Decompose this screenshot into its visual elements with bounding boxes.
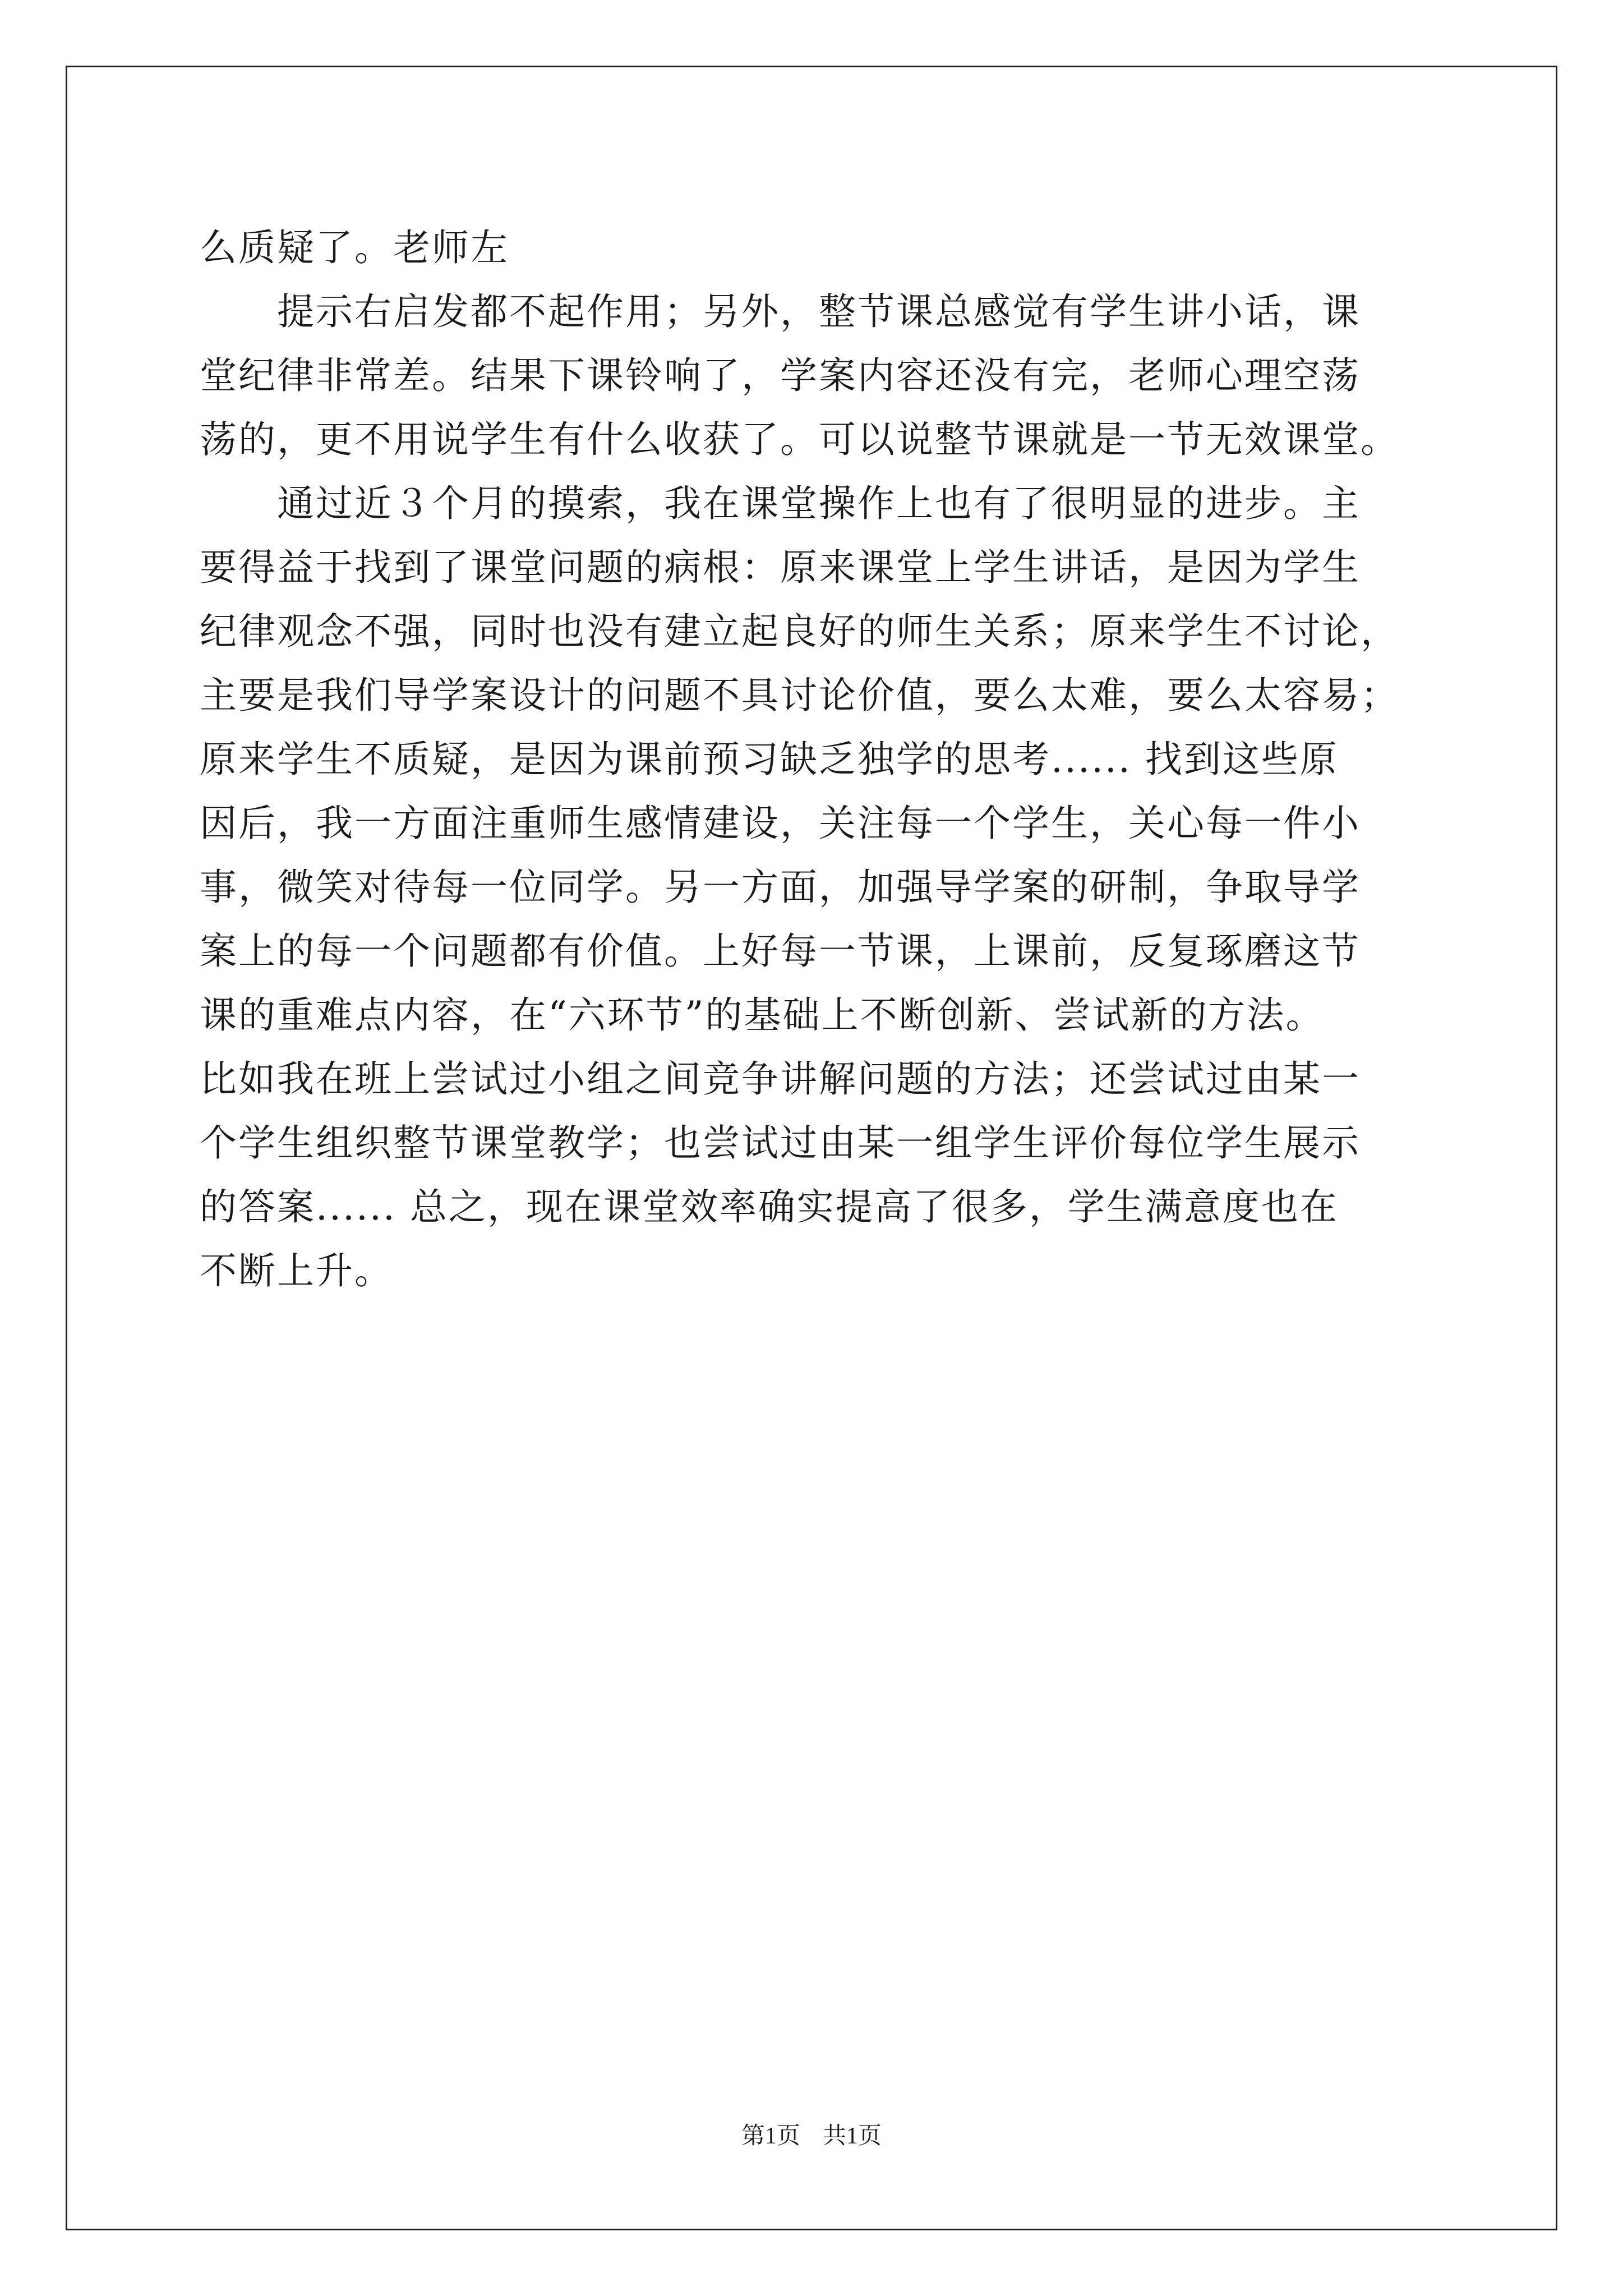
text-line: 的答案...... 总之，现在课堂效率确实提高了很多，学生满意度也在 <box>200 1185 1339 1228</box>
text-line: 么质疑了。老师左 <box>200 226 509 269</box>
text-line: 课的重难点内容，在“六环节”的基础上不断创新、尝试新的方法。 <box>200 993 1325 1037</box>
paragraph-first-line: 通过近３个月的摸索，我在课堂操作上也有了很明显的进步。主 <box>277 482 1361 525</box>
page-footer <box>0 2122 1623 2150</box>
text-line: 原来学生不质疑，是因为课前预习缺乏独学的思考...... 找到这些原 <box>200 738 1339 781</box>
text-line: 荡的，更不用说学生有什么收获了。可以说整节课就是一节无效课堂。 <box>200 418 1399 461</box>
text-line: 主要是我们导学案设计的问题不具讨论价值，要么太难，要么太容易； <box>200 674 1399 717</box>
page-total: 共1页 <box>823 2123 882 2149</box>
text-line: 要得益于找到了课堂问题的病根：原来课堂上学生讲话，是因为学生 <box>200 546 1361 589</box>
paragraph-first-line: 提示右启发都不起作用；另外，整节课总感觉有学生讲小话，课 <box>277 290 1361 333</box>
text-line: 比如我在班上尝试过小组之间竞争讲解问题的方法；还尝试过由某一 <box>200 1057 1361 1101</box>
text-line: 不断上升。 <box>200 1249 393 1292</box>
page-number: 第1页 <box>741 2123 800 2149</box>
text-line: 个学生组织整节课堂教学；也尝试过由某一组学生评价每位学生展示 <box>200 1121 1361 1165</box>
text-line: 堂纪律非常差。结果下课铃响了，学案内容还没有完，老师心理空荡 <box>200 354 1361 397</box>
text-line: 事，微笑对待每一位同学。另一方面，加强导学案的研制，争取导学 <box>200 866 1361 909</box>
text-line: 纪律观念不强，同时也没有建立起良好的师生关系；原来学生不讨论， <box>200 610 1399 653</box>
text-line: 案上的每一个问题都有价值。上好每一节课，上课前，反复琢磨这节 <box>200 930 1361 973</box>
text-line: 因后，我一方面注重师生感情建设，关注每一个学生，关心每一件小 <box>200 802 1361 845</box>
document-body <box>200 216 1428 1303</box>
